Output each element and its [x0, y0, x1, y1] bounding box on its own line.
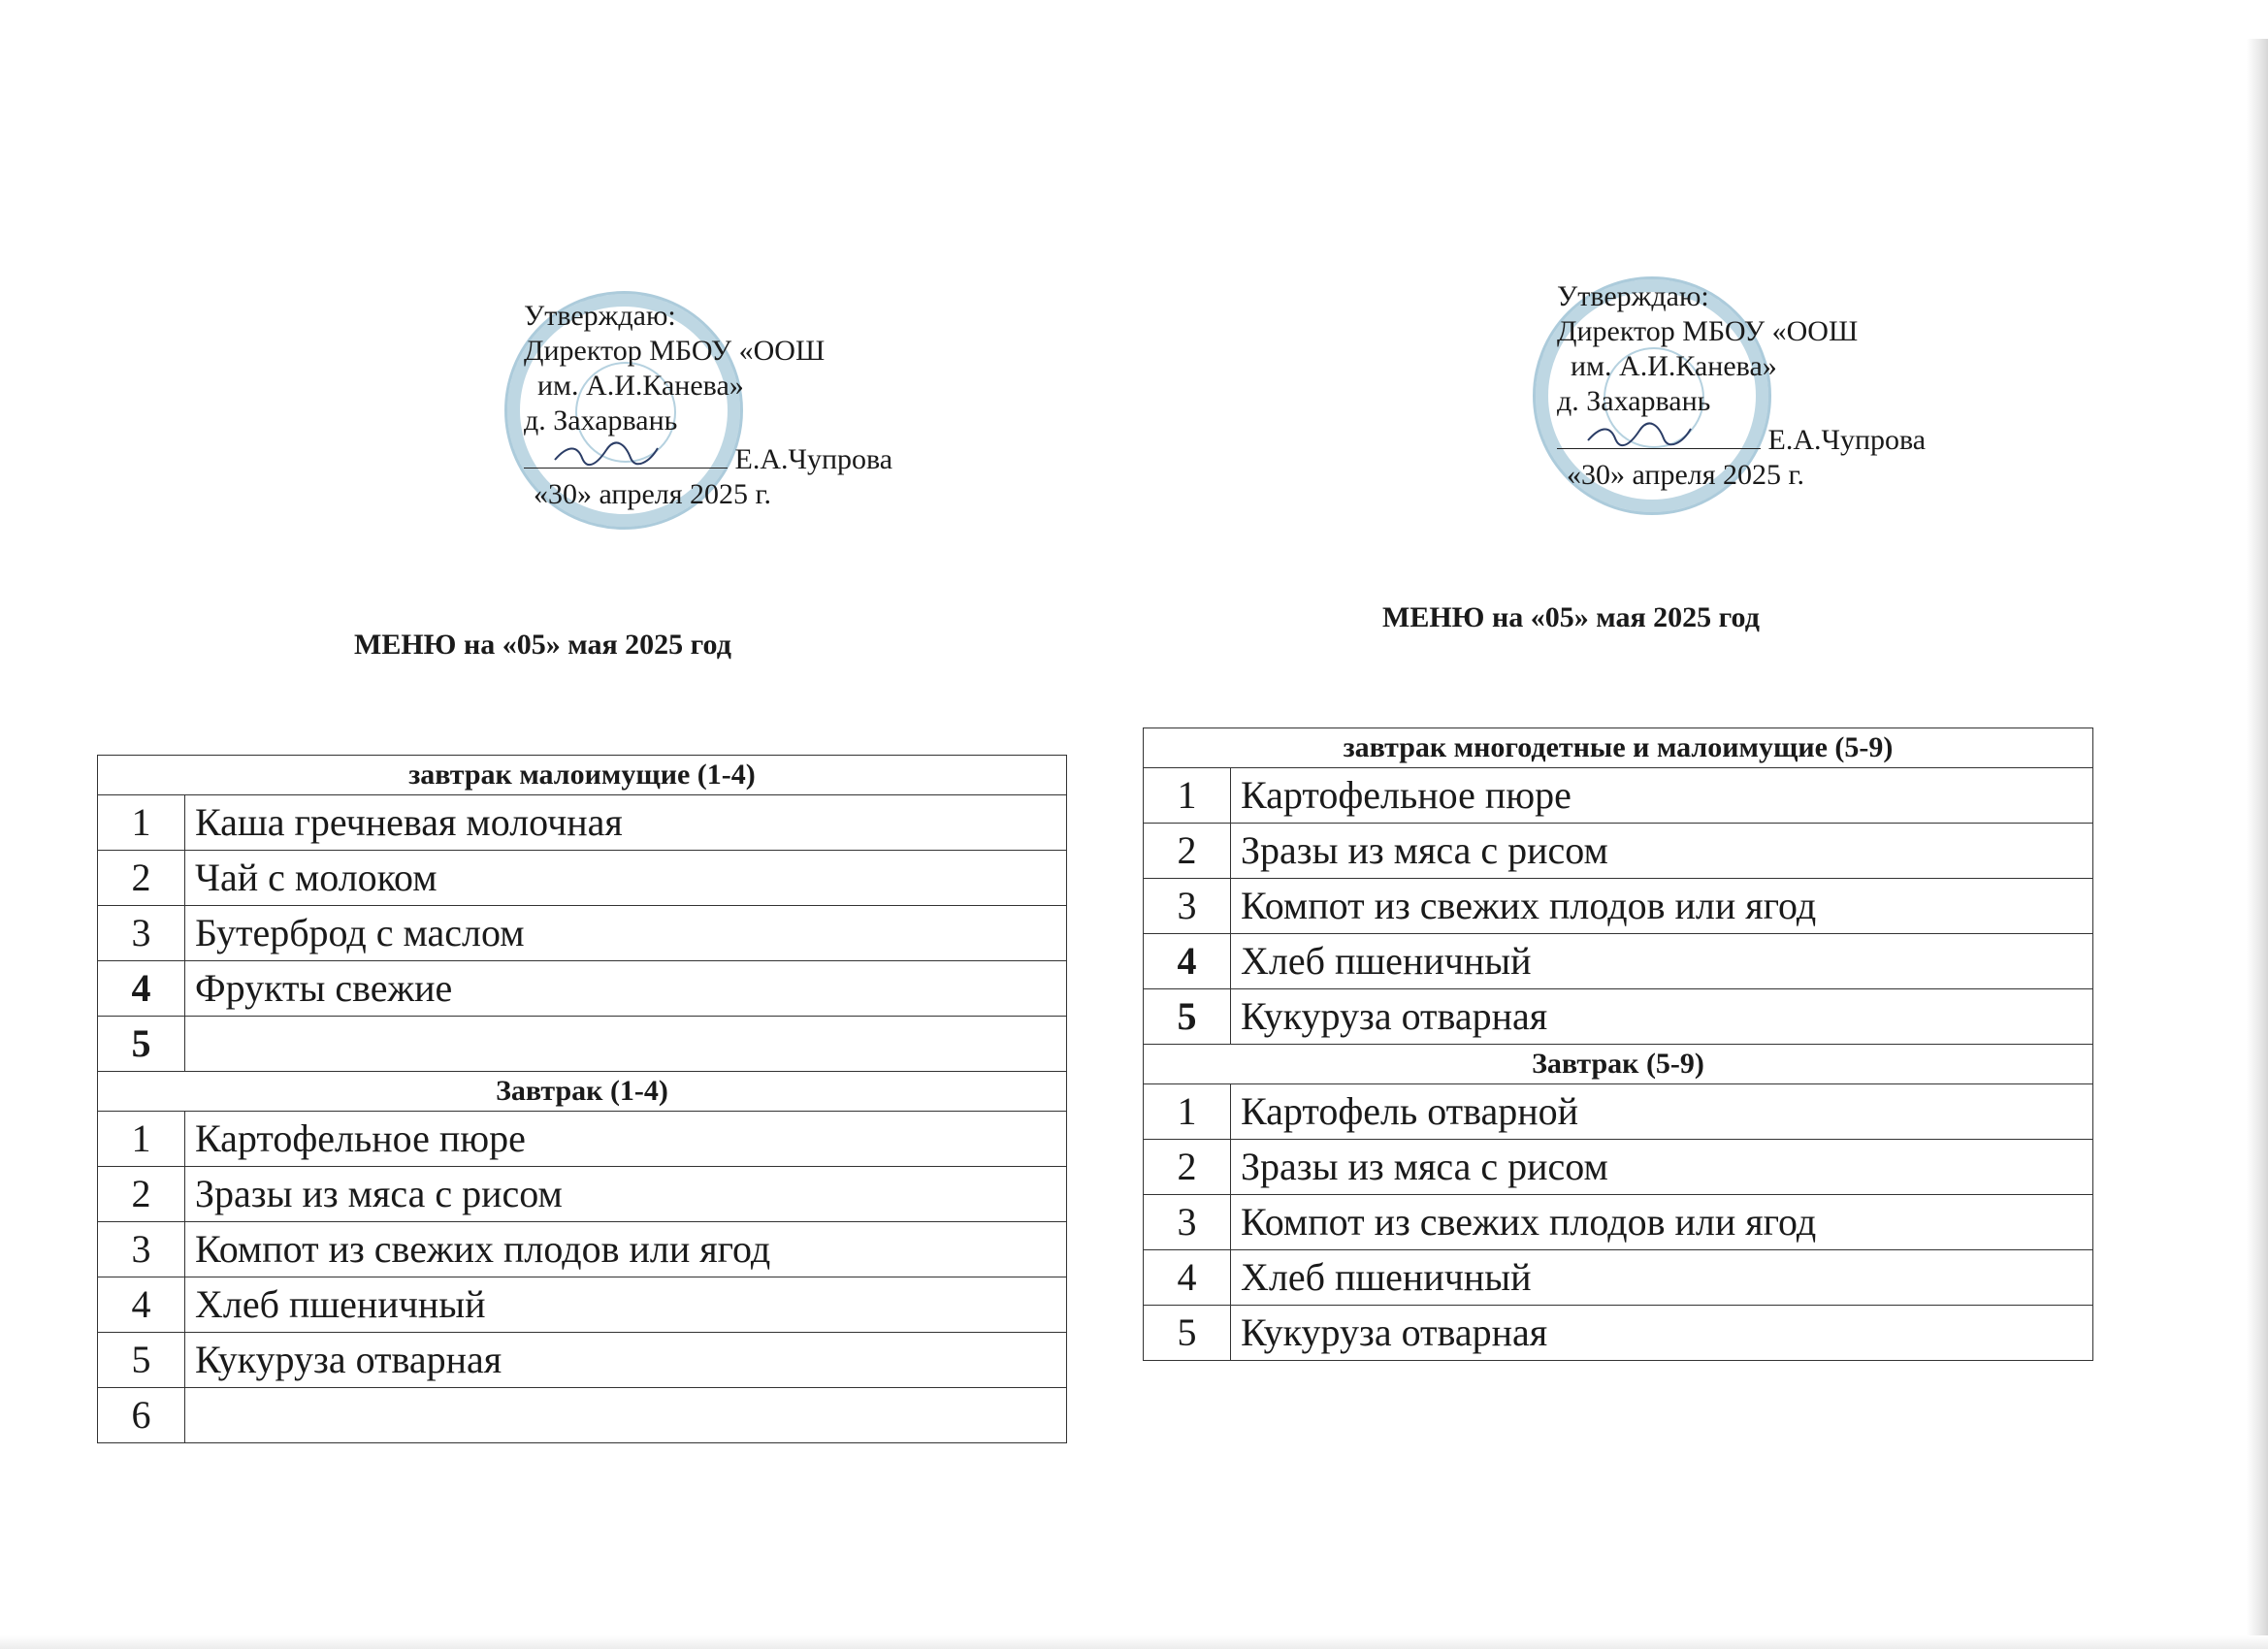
- table-row: [98, 1333, 1067, 1388]
- menu-item: Кукуруза отварная: [185, 1333, 1067, 1388]
- table-row: [98, 795, 1067, 851]
- section-header-row: [98, 756, 1067, 795]
- row-number: 5: [98, 1017, 185, 1072]
- row-number: 4: [98, 1277, 185, 1333]
- menu-item: Зразы из мяса с рисом: [185, 1167, 1067, 1222]
- row-number: 3: [98, 1222, 185, 1277]
- table-row: [1144, 1140, 2093, 1195]
- menu-item: [185, 1017, 1067, 1072]
- signature-row: [1557, 419, 1926, 458]
- approval-name: Е.А.Чупрова: [1767, 424, 1927, 456]
- table-row: [98, 1222, 1067, 1277]
- menu-item: Картофельное пюре: [1231, 768, 2093, 824]
- row-number: 3: [1144, 879, 1231, 934]
- signature-line: [1557, 419, 1761, 449]
- menu-item: Хлеб пшеничный: [1231, 934, 2093, 989]
- menu-title-left: МЕНЮ на «05» мая 2025 год: [354, 629, 731, 661]
- menu-item: Хлеб пшеничный: [185, 1277, 1067, 1333]
- menu-item: Картофельное пюре: [185, 1112, 1067, 1167]
- row-number: 3: [98, 906, 185, 961]
- table-row: [1144, 989, 2093, 1045]
- menu-item: [185, 1388, 1067, 1443]
- row-number: 4: [1144, 1250, 1231, 1306]
- signature-row: [524, 438, 892, 477]
- section-header-row: [1144, 1045, 2093, 1084]
- section-title: завтрак малоимущие (1-4): [98, 756, 1067, 795]
- table-row: [1144, 1306, 2093, 1361]
- row-number: 5: [1144, 989, 1231, 1045]
- row-number: 4: [1144, 934, 1231, 989]
- section-title: завтрак многодетные и малоимущие (5-9): [1144, 728, 2093, 768]
- approval-date: «30» апреля 2025 г.: [534, 478, 771, 510]
- menu-item: Фрукты свежие: [185, 961, 1067, 1017]
- table-row: [98, 1017, 1067, 1072]
- table-row: [1144, 1195, 2093, 1250]
- signature-mark: [1586, 421, 1693, 448]
- table-row: [98, 1277, 1067, 1333]
- menu-item: Хлеб пшеничный: [1231, 1250, 2093, 1306]
- signature-line: [524, 438, 728, 469]
- row-number: 5: [98, 1333, 185, 1388]
- menu-item: Компот из свежих плодов или ягод: [185, 1222, 1067, 1277]
- row-number: 4: [98, 961, 185, 1017]
- menu-item: Зразы из мяса с рисом: [1231, 824, 2093, 879]
- menu-item: Картофель отварной: [1231, 1084, 2093, 1140]
- table-row: [1144, 879, 2093, 934]
- section-title: Завтрак (1-4): [98, 1072, 1067, 1112]
- table-row: [1144, 934, 2093, 989]
- table-row: [98, 851, 1067, 906]
- table-row: [98, 1112, 1067, 1167]
- menu-item: Кукуруза отварная: [1231, 1306, 2093, 1361]
- signature-mark: [553, 440, 660, 468]
- menu-item: Компот из свежих плодов или ягод: [1231, 1195, 2093, 1250]
- approval-position: Директор МБОУ «ООШ: [524, 335, 826, 367]
- approval-school: им. А.И.Канева»: [1571, 350, 1777, 382]
- row-number: 2: [98, 1167, 185, 1222]
- menu-table-left: [97, 755, 1067, 1443]
- table-row: [1144, 1084, 2093, 1140]
- table-row: [98, 906, 1067, 961]
- table-row: [1144, 1250, 2093, 1306]
- menu-item: Кукуруза отварная: [1231, 989, 2093, 1045]
- table-row: [98, 1388, 1067, 1443]
- row-number: 2: [1144, 824, 1231, 879]
- approval-heading: Утверждаю:: [524, 300, 676, 332]
- approval-position: Директор МБОУ «ООШ: [1557, 315, 1859, 347]
- scan-shadow-bottom: [0, 1635, 2268, 1649]
- table-row: [98, 961, 1067, 1017]
- approval-village: д. Захарвань: [1557, 385, 1711, 417]
- row-number: 1: [1144, 768, 1231, 824]
- table-row: [98, 1167, 1067, 1222]
- menu-item: Каша гречневая молочная: [185, 795, 1067, 851]
- scan-shadow-right: [2247, 39, 2268, 1649]
- row-number: 2: [1144, 1140, 1231, 1195]
- section-header-row: [1144, 728, 2093, 768]
- row-number: 5: [1144, 1306, 1231, 1361]
- row-number: 3: [1144, 1195, 1231, 1250]
- menu-title-right: МЕНЮ на «05» мая 2025 год: [1382, 601, 1760, 633]
- menu-item: Бутерброд с маслом: [185, 906, 1067, 961]
- row-number: 6: [98, 1388, 185, 1443]
- menu-table-right: [1143, 728, 2093, 1361]
- menu-item: Компот из свежих плодов или ягод: [1231, 879, 2093, 934]
- approval-date: «30» апреля 2025 г.: [1567, 459, 1804, 491]
- row-number: 1: [98, 795, 185, 851]
- approval-heading: Утверждаю:: [1557, 280, 1709, 312]
- approval-village: д. Захарвань: [524, 404, 678, 436]
- row-number: 1: [1144, 1084, 1231, 1140]
- table-row: [1144, 768, 2093, 824]
- row-number: 2: [98, 851, 185, 906]
- approval-school: им. А.И.Канева»: [537, 370, 744, 402]
- section-title: Завтрак (5-9): [1144, 1045, 2093, 1084]
- table-row: [1144, 824, 2093, 879]
- section-header-row: [98, 1072, 1067, 1112]
- approval-name: Е.А.Чупрова: [734, 443, 893, 475]
- row-number: 1: [98, 1112, 185, 1167]
- menu-item: Зразы из мяса с рисом: [1231, 1140, 2093, 1195]
- approval-block-left: [524, 299, 892, 512]
- menu-item: Чай с молоком: [185, 851, 1067, 906]
- approval-block-right: [1557, 279, 1926, 493]
